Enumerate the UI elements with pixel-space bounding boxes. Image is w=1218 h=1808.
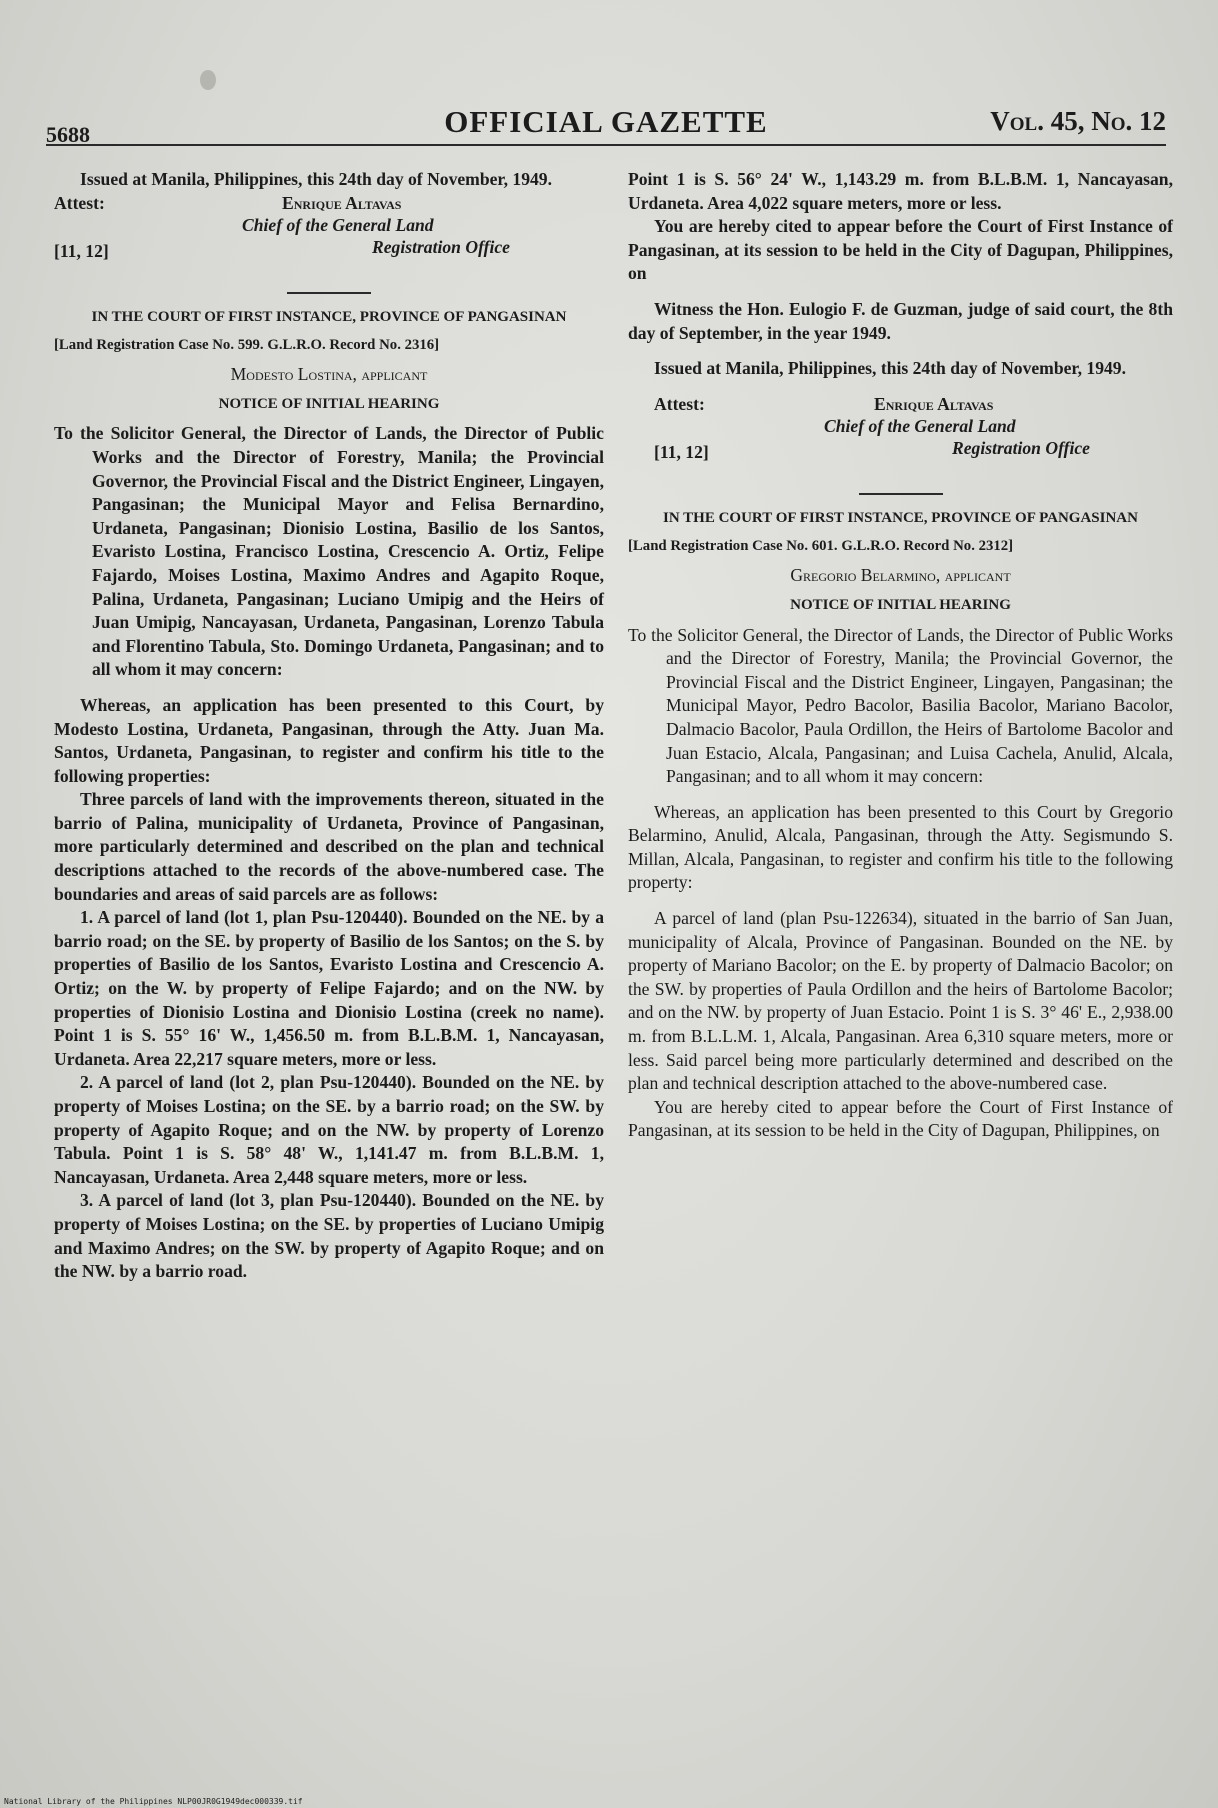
case-number: [Land Registration Case No. 599. G.L.R.O. Record No. 2316] (54, 336, 440, 353)
signer-name: Enrique Altavas (282, 192, 402, 213)
scan-footer: National Library of the Philippines NLP00JR0G1949dec000339.tif (4, 1797, 303, 1806)
court-heading: IN THE COURT OF FIRST INSTANCE, PROVINCE OF PANGASINAN (91, 308, 567, 325)
section-divider (859, 493, 943, 495)
signer-office-line1: Chief of the General Land (824, 415, 1016, 436)
addressees: To the Solicitor General, the Director of Lands, the Director of Public Works and the Director of Forestry, Manila; the Provincial Governor, the Provincial Fiscal and the District Engineer, Lingayen, Pangasinan; the Municipal Mayor, Pedro Bacolor, Basilia Bacolor, Mariano Bacolor, Dalmacio Bacolor, Paula Ordillon, the Heirs of Bartolome Bacolor and Juan Estacio, Alcala, Pangasinan; and Luisa Cachela, Anulid, Alcala, Pangasinan; and to all whom it may concern: (628, 624, 1173, 787)
signer-office-line2: Registration Office (372, 236, 510, 257)
signer-office-line1: Chief of the General Land (242, 214, 434, 235)
volume-number: Vol. 45, No. 12 (990, 106, 1166, 136)
issue-reference: [11, 12] (54, 240, 109, 261)
left-column (54, 168, 604, 1284)
attest-block (54, 192, 604, 272)
parcel-description: A parcel of land (plan Psu-122634), situated in the barrio of San Juan, municipality of Alcala, Province of Pangasinan. Bounded on the NE. by property of Mariano Bacolor; on the E. by property of Dalmacio Bacolor; on the SW. by properties of Paula Ordillon and the heirs of Bartolome Bacolor; and on the NW. by property of Juan Estacio. Point 1 is S. 3° 46' E., 2,938.00 m. from B.L.L.M. 1, Alcala, Pangasinan. Area 6,310 square meters, more or less. Said parcel being more particularly determined and described on the plan and technical description attached to the above-numbered case. (628, 908, 1173, 1094)
publication-title: OFFICIAL GAZETTE (444, 104, 768, 139)
applicant-name: Modesto Lostina, applicant (230, 364, 428, 385)
attest-block (654, 393, 1173, 473)
notice-heading: NOTICE OF INITIAL HEARING (790, 596, 1011, 613)
signer-name: Enrique Altavas (874, 393, 994, 414)
whereas-paragraph: Whereas, an application has been presented to this Court, by Modesto Lostina, Urdaneta, Pangasinan, through the Atty. Juan Ma. Santos, Urdaneta, Pangasinan, to register and confirm his title to the following properties: (54, 694, 604, 786)
witness-paragraph: Witness the Hon. Eulogio F. de Guzman, judge of said court, the 8th day of September, in the year 1949. (628, 298, 1173, 343)
issued-line: Issued at Manila, Philippines, this 24th day of November, 1949. (654, 358, 1126, 379)
issued-line: Issued at Manila, Philippines, this 24th day of November, 1949. (80, 169, 552, 189)
parcel-1: 1. A parcel of land (lot 1, plan Psu-120440). Bounded on the NE. by a barrio road; on the SE. by property of Basilio de los Santos; on the S. by properties of Basilio de los Santos, Evaristo Lostina and Crescencio A. Ortiz; on the W. by property of Felipe Fajardo; and on the NW. by properties of Dionisio Lostina and Dionisio Lostina (creek no name). Point 1 is S. 55° 16' W., 1,456.50 m. from B.L.B.M. 1, Nancayasan, Urdaneta. Area 22,217 square meters, more or less. (54, 907, 604, 1069)
whereas-paragraph: Whereas, an application has been presented to this Court by Gregorio Belarmino, Anulid, Alcala, Pangasinan, through the Atty. Segismundo S. Millan, Alcala, Pangasinan, to register and confirm his title to the following property: (628, 801, 1173, 893)
parcel-continuation: Point 1 is S. 56° 24' W., 1,143.29 m. from B.L.B.M. 1, Nancayasan, Urdaneta. Area 4,022 square meters, more or less. (628, 169, 1173, 213)
parcels-intro: Three parcels of land with the improvements thereon, situated in the barrio of Palina, municipality of Urdaneta, Province of Pangasinan, more particularly determined and described on the plan and technical descriptions attached to the records of the above-numbered case. The boundaries and areas of said parcels are as follows: (54, 789, 604, 904)
signer-office-line2: Registration Office (952, 437, 1090, 458)
parcel-3: 3. A parcel of land (lot 3, plan Psu-120440). Bounded on the NE. by property of Moises Lostina; on the SE. by properties of Luciano Umipig and Maximo Andres; on the SW. by property of Agapito Roque; and on the NW. by a barrio road. (54, 1190, 604, 1282)
right-column (628, 168, 1173, 1143)
court-heading: IN THE COURT OF FIRST INSTANCE, PROVINCE OF PANGASINAN (663, 509, 1138, 526)
notice-heading: NOTICE OF INITIAL HEARING (218, 395, 440, 412)
section-divider (287, 292, 371, 294)
page-header (46, 104, 1166, 146)
case-number: [Land Registration Case No. 601. G.L.R.O. Record No. 2312] (628, 537, 1014, 554)
page-number: 5688 (46, 122, 90, 147)
citation-paragraph: You are hereby cited to appear before the Court of First Instance of Pangasinan, at its session to be held in the City of Dagupan, Philippines, on (628, 1096, 1173, 1141)
attest-label: Attest: (654, 393, 705, 414)
applicant-name: Gregorio Belarmino, applicant (790, 565, 1011, 586)
addressees: To the Solicitor General, the Director of Lands, the Director of Public Works and the Director of Forestry, Manila; the Provincial Governor, the Provincial Fiscal and the District Engineer, Lingayen, Pangasinan; the Municipal Mayor and Felisa Bernardino, Urdaneta, Pangasinan; Dionisio Lostina, Basilio de los Santos, Evaristo Lostina, Francisco Lostina, Crescencio A. Ortiz, Felipe Fajardo, Moises Lostina, Maximo Andres and Agapito Roque, Palina, Urdaneta, Pangasinan; Luciano Umipig and the Heirs of Juan Umipig, Nancayasan, Urdaneta, Pangasinan, Lorenzo Tabula and Florentino Tabula, Sto. Domingo Urdaneta, Pangasinan; and to all whom it may concern: (54, 423, 604, 680)
citation-paragraph: You are hereby cited to appear before the Court of First Instance of Pangasinan, at its session to be held in the City of Dagupan, Philippines, on (628, 216, 1173, 284)
issue-reference: [11, 12] (654, 441, 709, 462)
parcel-2: 2. A parcel of land (lot 2, plan Psu-120440). Bounded on the NE. by property of Moises Lostina; on the SE. by a barrio road; on the SW. by property of Agapito Roque; and on the NW. by property of Lorenzo Tabula. Point 1 is S. 58° 48' W., 1,141.47 m. from B.L.B.M. 1, Nancayasan, Urdaneta. Area 2,448 square meters, more or less. (54, 1072, 604, 1187)
scan-smudge (200, 70, 216, 90)
attest-label: Attest: (54, 192, 105, 213)
